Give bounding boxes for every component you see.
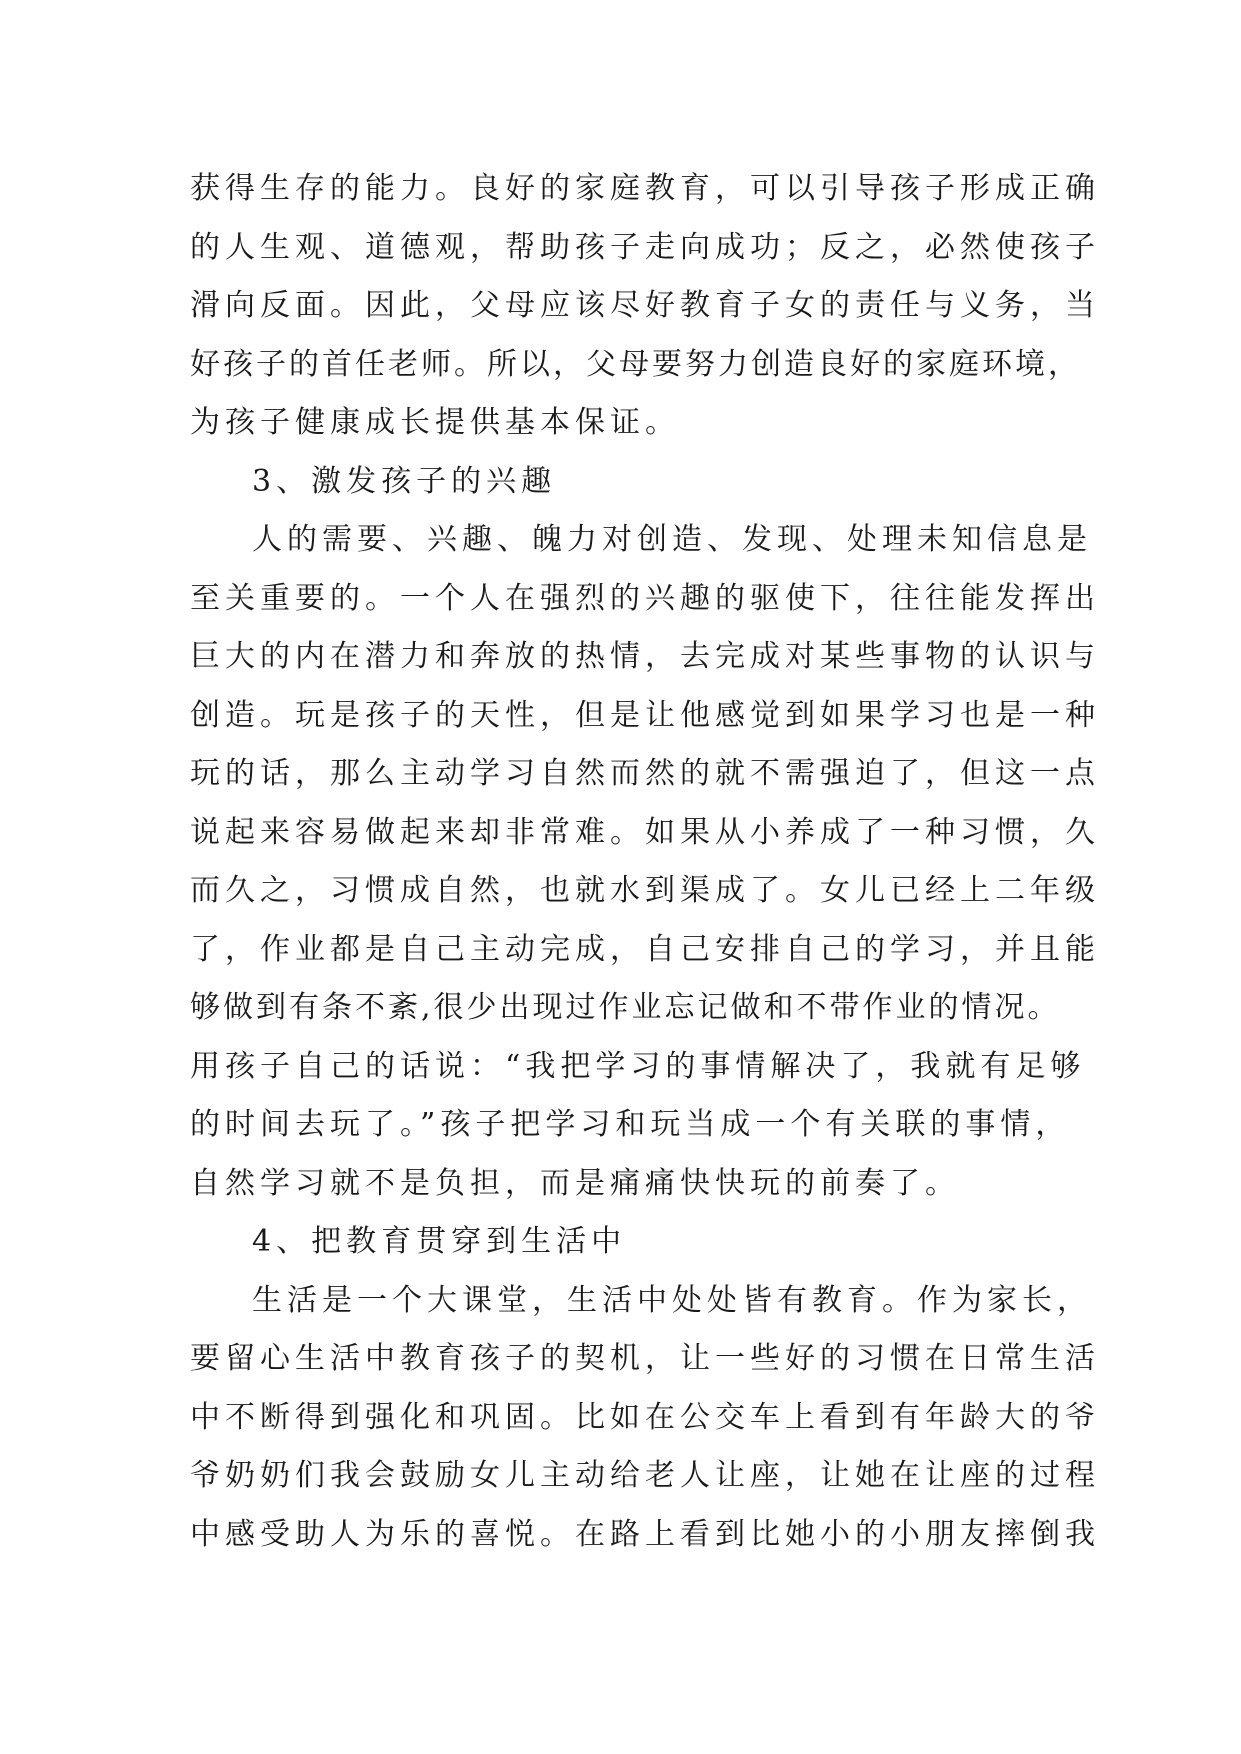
paragraph-line: 人的需要、兴趣、魄力对创造、发现、处理未知信息是 — [252, 522, 1092, 557]
paragraph-line: 够做到有条不紊,很少出现过作业忘记做和不带作业的情况。 — [190, 990, 1061, 1025]
paragraph-line: 获得生存的能力。良好的家庭教育，可以引导孩子形成正确 — [190, 171, 1100, 206]
paragraph-line: 至关重要的。一个人在强烈的兴趣的驱使下，往往能发挥出 — [190, 580, 1100, 616]
paragraph-line: 的时间去玩了。”孩子把学习和玩当成一个有关联的事情， — [190, 1107, 1071, 1142]
paragraph-line: 用孩子自己的话说：“我把学习的事情解决了，我就有足够 — [190, 1048, 1086, 1084]
paragraph-line: 而久之，习惯成自然，也就水到渠成了。女儿已经上二年级 — [190, 873, 1100, 908]
paragraph-line: 爷奶奶们我会鼓励女儿主动给老人让座，让她在让座的过程 — [190, 1458, 1100, 1493]
paragraph-line: 玩的话，那么主动学习自然而然的就不需强迫了，但这一点 — [190, 756, 1100, 791]
document-body — [190, 160, 1100, 1564]
paragraph-line: 要留心生活中教育孩子的契机，让一些好的习惯在日常生活 — [190, 1341, 1100, 1376]
paragraph-line: 了，作业都是自己主动完成，自己安排自己的学习，并且能 — [190, 931, 1100, 967]
paragraph-line: 巨大的内在潜力和奔放的热情，去完成对某些事物的认识与 — [190, 639, 1100, 674]
paragraph-line: 自然学习就不是负担，而是痛痛快快玩的前奏了。 — [190, 1165, 960, 1201]
paragraph-line: 中感受助人为乐的喜悦。在路上看到比她小的小朋友摔倒我 — [190, 1516, 1100, 1552]
paragraph-line: 创造。玩是孩子的天性，但是让他感觉到如果学习也是一种 — [190, 697, 1100, 733]
paragraph-line: 滑向反面。因此，父母应该尽好教育子女的责任与义务，当 — [190, 288, 1100, 323]
paragraph-line: 中不断得到强化和巩固。比如在公交车上看到有年龄大的爷 — [190, 1399, 1100, 1435]
paragraph-line: 的人生观、道德观，帮助孩子走向成功；反之，必然使孩子 — [190, 229, 1100, 265]
paragraph-line: 生活是一个大课堂，生活中处处皆有教育。作为家长， — [252, 1282, 1092, 1318]
paragraph-line: 说起来容易做起来却非常难。如果从小养成了一种习惯，久 — [190, 814, 1100, 850]
paragraph-line: 好孩子的首任老师。所以，父母要努力创造良好的家庭环境， — [190, 346, 1081, 382]
paragraph-line: 为孩子健康成长提供基本保证。 — [190, 405, 680, 440]
section-heading-3: 3、激发孩子的兴趣 — [252, 463, 557, 499]
section-heading-4: 4、把教育贯穿到生活中 — [252, 1224, 627, 1259]
